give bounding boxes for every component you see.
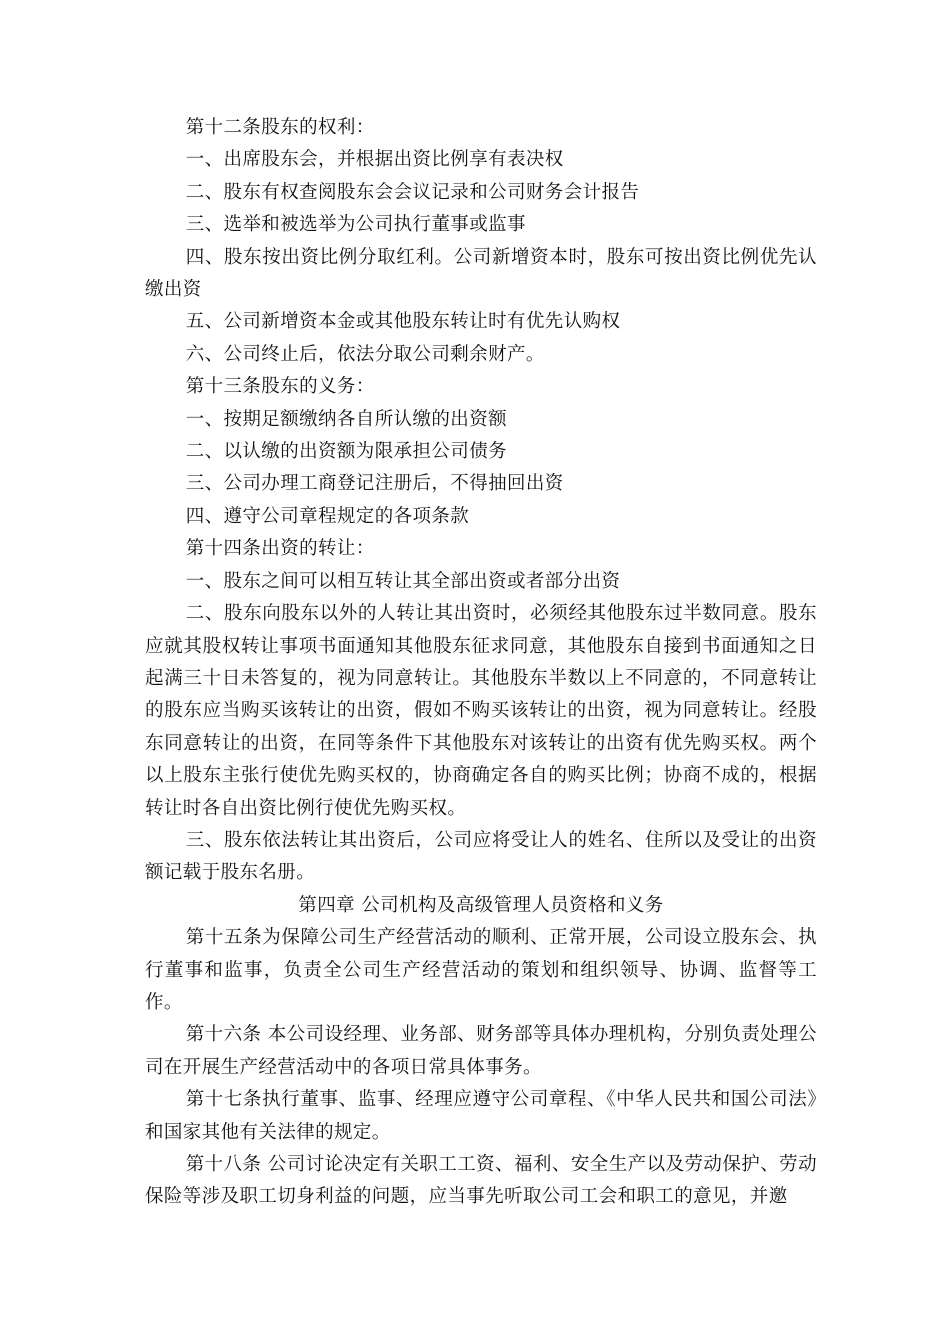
chapter-4-heading: 第四章 公司机构及高级管理人员资格和义务 [298, 894, 664, 916]
article-13-item-4: 四、遵守公司章程规定的各项条款 [185, 505, 470, 527]
article-12-item-6: 六、公司终止后，依法分取公司剩余财产。 [185, 343, 545, 365]
article-14-item-3: 三、股东依法转让其出资后，公司应将受让人的姓名、住所以及受让的出资额记载于股东名册。 [145, 829, 817, 884]
document-page [145, 112, 817, 1214]
article-12-item-4: 四、股东按出资比例分取红利。公司新增资本时，股东可按出资比例优先认缴出资 [145, 246, 817, 301]
article-18: 第十八条 公司讨论决定有关职工工资、福利、安全生产以及劳动保护、劳动保险等涉及职工切身利益的问题，应当事先听取公司工会和职工的意见，并邀 [145, 1154, 817, 1208]
article-13-title: 第十三条股东的义务： [185, 376, 375, 398]
article-12-item-5: 五、公司新增资本金或其他股东转让时有优先认购权 [185, 311, 621, 333]
article-17: 第十七条执行董事、监事、经理应遵守公司章程、《中华人民共和国公司法》和国家其他有关法律的规定。 [145, 1089, 817, 1143]
article-14-title: 第十四条出资的转让： [185, 538, 375, 560]
article-12-item-3: 三、选举和被选举为公司执行董事或监事 [185, 214, 526, 236]
article-16: 第十六条 本公司设经理、业务部、财务部等具体办理机构，分别负责处理公司在开展生产经营活动中的各项日常具体事务。 [145, 1024, 817, 1078]
article-13-item-2: 二、以认缴的出资额为限承担公司债务 [185, 441, 507, 463]
article-12-title: 第十二条股东的权利： [185, 117, 375, 138]
article-13-item-1: 一、按期足额缴纳各自所认缴的出资额 [185, 408, 507, 430]
article-12-item-1: 一、出席股东会，并根据出资比例享有表决权 [185, 149, 564, 171]
article-13-item-3: 三、公司办理工商登记注册后，不得抽回出资 [185, 473, 564, 495]
article-14-item-2: 二、股东向股东以外的人转让其出资时，必须经其他股东过半数同意。股东应就其股权转让事项书面通知其他股东征求同意，其他股东自接到书面通知之日起满三十日未答复的，视为同意转让。其他股东半数以上不同意的，不同意转让的股东应当购买该转让的出资，假如不购买该转让的出资，视为同意转让。经股东同意转让的出资，在同等条件下其他股东对该转让的出资有优先购买权。两个以上股东主张行使优先购买权的，协商确定各自的购买比例；协商不成的，根据转让时各自出资比例行使优先购买权。 [145, 603, 817, 819]
article-12-item-2: 二、股东有权查阅股东会会议记录和公司财务会计报告 [185, 181, 640, 203]
article-15: 第十五条为保障公司生产经营活动的顺利、正常开展，公司设立股东会、执行董事和监事，负责全公司生产经营活动的策划和组织领导、协调、监督等工作。 [145, 927, 817, 1013]
article-14-item-1: 一、股东之间可以相互转让其全部出资或者部分出资 [185, 570, 621, 592]
